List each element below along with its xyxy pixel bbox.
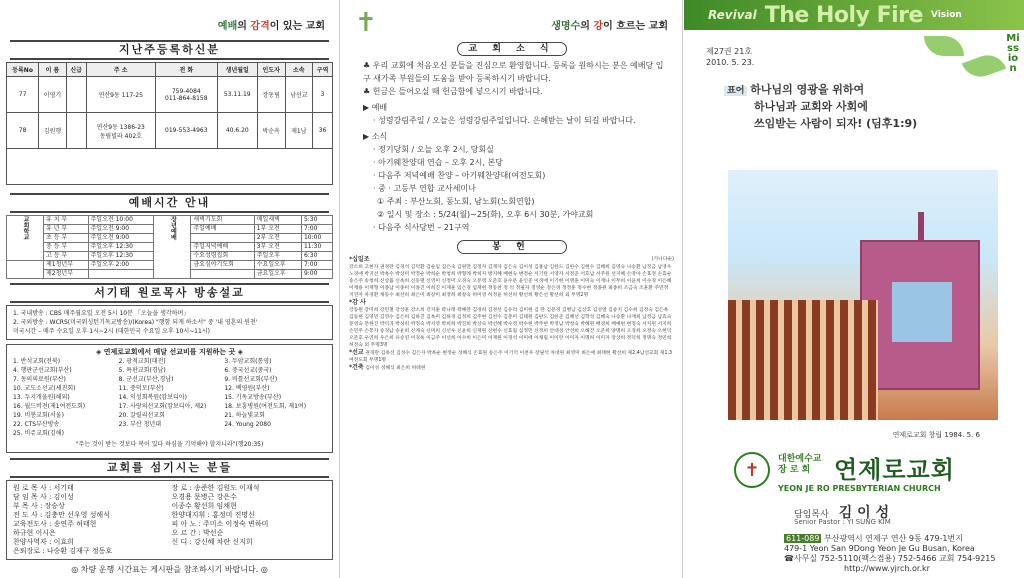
worship-hour: 9:00 — [301, 270, 332, 279]
cross-icon: ✝ — [355, 8, 377, 38]
staff-left — [13, 484, 168, 556]
pastor-label: 담임목사 — [794, 510, 829, 520]
worship-day: 1부 오전 — [254, 225, 301, 234]
roster-note: (가나다순) — [651, 257, 674, 262]
staff-line: 한양대지휘 : 홍정미 진명신 — [171, 511, 255, 519]
motto-line: 쓰임받는 사람이 되자! (딤후1:9) — [754, 117, 918, 130]
tagline-word: 생명수 — [551, 21, 581, 32]
table-cell: 53.11.19 — [217, 77, 257, 113]
staff-line: 찬양사역자 : 이효희 — [13, 538, 74, 546]
staff-line: 전 도 사 : 김충만 선우영 성해식 — [13, 511, 110, 519]
news-line: · 다음주 저녁예배 찬양 – 아기웨찬양대(여전도회) — [373, 171, 546, 180]
worship-dept: 고 등 부 — [44, 252, 89, 261]
worship-dept: 유 치 부 — [44, 216, 89, 225]
banner-holy-fire: The Holy Fire — [764, 2, 923, 28]
worship-time: 주일오후 12:30 — [88, 243, 154, 252]
worship-day: 2부 오전 — [254, 234, 301, 243]
mission-item: 16. 월드비전(제1여전도회) — [13, 403, 86, 410]
tagline-word: 감격 — [250, 21, 270, 32]
roster-heading: *감 사 — [349, 299, 366, 306]
staff-line: 원 로 목 사 : 서기태 — [13, 484, 74, 492]
table-row — [7, 77, 333, 113]
worship-day: 매일새벽 — [254, 216, 301, 225]
church-building — [860, 240, 980, 390]
worship-service — [191, 270, 254, 279]
worship-hour: 6:30 — [301, 252, 332, 261]
table-cell: 연산9동 1386-23 동림빌라 402호 — [86, 113, 155, 149]
worship-time: 주일오전 9:00 — [88, 225, 154, 234]
worship-time: 주일오전 9:00 — [88, 234, 154, 243]
left-panel — [0, 0, 340, 578]
table-header: 생년월일 — [217, 63, 257, 77]
staff-line: 오 르 간 : 박선순 — [171, 529, 224, 537]
table-cell: 박순옥 — [257, 113, 285, 149]
roster-text: 권경란 김옥선 김성수 김은자 박옥순 변정순 성해식 손효원 송은주 이기억 이천우 장필석 차대원 최영미 최은애 최태현 황선희 제2,4남선교회 제1,3여전도회 무명1명 — [349, 351, 673, 363]
news-heading: ▶ 소식 — [363, 132, 388, 141]
motto — [684, 68, 1024, 133]
table-cell: 남선교 — [285, 77, 313, 113]
roster-text: 강동원 강미희 강민철 강상훈 강소희 강지훈 곽나래 곽혜란 김경희 김경선 김유리 김미현 김 란 김문경 김병남 김상호 김성열 김송지 김수희 김정숙 김은옥 김동현 김영민 김영수 김은희 김하진 김옥미 김하경 김정희 김주현 김천수 김춘미 김태원 김판도 김한준 김혜선 김학성 김혜숙 나승환 나재희 남정금 남효숙 문영숙 문현진 박덕귀 박성희 박정숙 박지영 박희희 박진희 박상숙 박선혜 박수정 박수현 박주현 박정남 박청숙 박해원 배경희 배예현 변정숙 서지원 서지희 손민주 손봉자 송경남 송윤희 신계숙 신미희 신선우 신윤희 신재원 신현수 신효림 심정민 신정희 안대성 안선희 오해진 오준희 양명희 오경희 오정숙 오현덕 오준호 우연희 우은희 유승연 이경옥 이금주 이선희 이수희 이은미 이재원 이경석 이미애 이채림 이이란 이미자 이명희 이미자 장상희 정덕희 정명숙 정연희 허정숙 외 무명3명 — [349, 308, 672, 348]
mission-item: 13. 두지개울원(해외) — [13, 394, 70, 401]
phone: ☎사무실 752-5110(팩스겸용) 752-5466 교회 754-9215 — [784, 554, 996, 563]
mission-item: 10. 교도소선교(세진회) — [13, 385, 76, 392]
church-emblem-icon: ✝ — [734, 452, 770, 488]
table-cell: 78 — [7, 113, 39, 149]
roster-heading: *십일조 — [349, 256, 370, 263]
worship-dept: 유 년 부 — [44, 225, 89, 234]
staff-line: 부 목 사 : 장승상 — [13, 502, 65, 510]
worship-hour: 7:00 — [301, 225, 332, 234]
worship-service: 주일저녁예배 — [191, 243, 254, 252]
broadcast-line: 미국시간 – 매주 수요일 오후 1시~2시 (대한민국 수요일 오후 10시~11시) — [13, 328, 210, 335]
news-intro: ♣ 우리 교회에 처음오신 분들을 진심으로 환영합니다. 등록을 원하시는 분은 예배당 입구 새가족 부원들의 도움을 받아 등록하시기 바랍니다. — [363, 61, 664, 83]
staff-line: 오경용 문병근 강은수 — [171, 493, 237, 501]
mission-item: 2. 광적교회(대전) — [118, 358, 166, 365]
staff-line: 하규현 이시은 — [13, 529, 56, 537]
table-header: 구역 — [313, 63, 333, 77]
worship-time: 주일오후 12:30 — [88, 252, 154, 261]
worship-hour: 5:30 — [301, 216, 332, 225]
table-cell: 연산9동 117-25 — [86, 77, 155, 113]
church-logo — [734, 448, 1024, 496]
table-cell: 759-4084 011-864-8158 — [155, 77, 217, 113]
mission-item: 1. 반석교회(전북) — [13, 358, 61, 365]
table-cell: 36 — [313, 113, 333, 149]
worship-dept: 제2청년부 — [44, 270, 89, 279]
worship-dept: 초 등 부 — [44, 234, 89, 243]
middle-panel — [341, 0, 683, 578]
cover-panel — [684, 0, 1024, 578]
broadcast-line: 1. 국내방송 : CBS 매주월요일 오전 5시 10분 「오늘을 생각하며」 — [13, 310, 190, 317]
broadcast-box — [6, 305, 333, 340]
mission-item: 7. 동의의료원(부산) — [13, 376, 66, 383]
table-cell: 77 — [7, 77, 39, 113]
motto-line: 하나님의 영광을 위하여 — [750, 83, 865, 96]
broadcast-title: 서기태 원로목사 방송설교 — [10, 283, 329, 303]
mission-item — [119, 429, 221, 438]
mission-item: 20. 갈릴리선교회 — [118, 412, 165, 419]
mission-item: 3. 두암교회(통영) — [224, 358, 272, 365]
website[interactable]: http://www.yjrch.or.kr — [844, 564, 930, 573]
mission-item: 6. 중국선교(중국) — [224, 367, 272, 374]
news-heading: ▶ 예배 — [363, 103, 388, 112]
worship-day: 주일오후 — [254, 252, 301, 261]
table-header: 인도자 — [257, 63, 285, 77]
missions-list — [13, 357, 326, 438]
tagline — [341, 0, 682, 38]
cover-banner — [684, 0, 1024, 30]
worship-service: 수요성령집회 — [191, 252, 254, 261]
worship-hour: 10:00 — [301, 234, 332, 243]
table-row-empty — [7, 149, 333, 185]
mission-item: 23. 부산 청년대 — [118, 421, 161, 428]
issue-date: 2010. 5. 23. — [706, 58, 755, 67]
news-list — [341, 56, 682, 234]
news-line: ② 일시 및 장소 : 5/24(월)~25(화), 오후 6시 30분, 가야교회 — [377, 210, 594, 219]
mission-item: 24. Young 2080 — [224, 421, 271, 428]
worship-day: 금요일오후 — [254, 270, 301, 279]
mission-item — [224, 429, 326, 438]
roster-heading: *선교 — [349, 349, 364, 356]
roster-text: 강소희 고현자 권경란 김경석 김덕환 김순임 김은숙 김원만 김정자 김재자 김은숙 김이성 김홍남 김한도 김한수 김현수 김해희 김영숙 나승환 남정금 남영우 노경애 박귀선 박옥수 박상미 박정순 박희순 박청희 박형례 박희자 방지혜 배현숙 변정순 서기탄 서영자 서정준 서호남 서주원 선지혜 손영아 손효정 손효순 송은주 송청희 신상률 신옥희 신동렬 신영미 신정미 오경숙 오문영 오준호 윤수문 윤인준 이경애 이기현 이명훈 이미숙 이재나 이무희 이윤희 이수경 이은혜 이재용 이재형 이종남 이종미 이종진 이희진 이재훈 임은경 임재현 정동찬 정 석 정필자 정영순 정은경 정정훈 정수현 정종원 최종희 조금숙 조훈환 주민정 지연자 차경환 채동수 최선희 최은미 최장미 최정희 최창숙 허미영 허정윤 허선희 황선희 황은선 황선희 외 무명2명 — [349, 265, 672, 298]
table-cell — [66, 77, 86, 113]
zip-code: 611-089 — [786, 534, 820, 543]
denomination: 대한예수교 장 로 회 — [778, 454, 822, 475]
news-intro: ♣ 헌금은 들어오실 때 헌금함에 넣으시기 바랍니다. — [363, 87, 543, 96]
pastor-english: Senior Pastor : YI SUNG KIM — [794, 518, 891, 526]
staff-line: 신 디 : 강신혜 차란 신지희 — [171, 538, 253, 546]
tagline-word: 의 — [237, 21, 251, 32]
table-header: 신급 — [66, 63, 86, 77]
table-cell — [7, 149, 333, 185]
table-cell: 이영기 — [39, 77, 67, 113]
staff-line: 담 임 목 사 : 김이성 — [13, 493, 74, 501]
founded-text: 연제로교회 창립 1984. 5. 6 — [892, 431, 980, 439]
worship-mid-label: 장년예배 — [154, 216, 191, 279]
staff-box — [6, 480, 333, 560]
worship-title: 예배시간 안내 — [10, 193, 329, 213]
table-header: 전 화 — [155, 63, 217, 77]
table-cell: 제1남 — [285, 113, 313, 149]
staff-line: 교육전도사 : 송연주 허태현 — [13, 520, 97, 528]
missions-box — [6, 344, 333, 453]
worship-hour: 7:00 — [301, 261, 332, 270]
table-row — [7, 113, 333, 149]
worship-time: 주일오후 2:00 — [88, 261, 154, 270]
address-block — [784, 534, 995, 574]
mission-vertical: Mission — [1006, 33, 1020, 74]
mission-item: 9. 비틀선교회(부산) — [224, 376, 278, 383]
news-line: · 다음주 식사당번 – 21구역 — [373, 223, 470, 232]
congregation — [728, 300, 878, 420]
motto-line: 하나님과 교회와 사회에 — [754, 100, 868, 113]
tagline — [0, 0, 339, 38]
staff-line: 은퇴장로 : 나승환 김재구 정동호 — [13, 547, 113, 555]
tagline-word: 이 있는 교회 — [269, 21, 325, 32]
mission-item: 17. 사랑의선교회(캄보디아, 제2) — [118, 403, 207, 410]
worship-day: 수요일오후 — [254, 261, 301, 270]
church-name-english: YEON JE RO PRESBYTERIAN CHURCH — [778, 484, 941, 493]
table-cell: 019-553-4963 — [155, 113, 217, 149]
staff-title: 교회를 섬기시는 분들 — [10, 458, 329, 478]
table-cell — [66, 113, 86, 149]
worship-service: 주일예배 — [191, 225, 254, 234]
news-line: · 아기웨찬양대 연습 – 오후 2시, 본당 — [373, 158, 503, 167]
staff-right — [172, 484, 327, 556]
news-line: ① 주최 : 부산노회, 동노회, 남노회(노회연합) — [377, 197, 535, 206]
missions-note: "주는 것이 받는 것보다 복이 있다 하심을 기억해야 할지니라"(행20:35) — [75, 441, 264, 448]
mission-item: 22. CTS부산방송 — [13, 421, 60, 428]
banner-vision: Vision — [930, 10, 962, 20]
worship-service: 금요심야기도회 — [191, 261, 254, 270]
roster-heading: *건축 — [349, 364, 364, 371]
broadcast-line: 2. 국외방송 : WCRS(미국워싱턴기독교방송)/(Korea) "행함 되게 하소서" 중 '내 영혼의 원천' — [13, 319, 258, 326]
worship-dept: 중 등 부 — [44, 243, 89, 252]
table-cell: 장동림 — [257, 77, 285, 113]
table-header: 주 소 — [86, 63, 155, 77]
mission-item: 18. 보흥병원(여전도회, 제1여) — [224, 403, 307, 410]
tagline-word: 예배 — [217, 21, 238, 32]
address-english: 479-1 Yeon San 9Dong Yeon Je Gu Busan, Korea — [784, 544, 975, 553]
worship-service — [191, 234, 254, 243]
mission-item: 15. 기독교방송(부산) — [224, 394, 282, 401]
mission-item: 19. 비봉교회(서울) — [13, 412, 64, 419]
offering-roster — [341, 254, 682, 374]
motto-label: 표어 — [724, 86, 747, 96]
worship-table — [6, 215, 333, 279]
table-cell: 김원행 — [39, 113, 67, 149]
mission-item: 8. 군선교(부산,경남) — [118, 376, 174, 383]
news-line: · 성령강림주일 / 오늘은 성령강림주일입니다. 은혜받는 날이 되길 바랍니다. — [373, 116, 636, 125]
table-header: 등록No — [7, 63, 39, 77]
mission-item: 5. 특판교회(경남) — [118, 367, 166, 374]
church-photo — [728, 170, 998, 420]
bottom-note: ◎ 차량 운행 시간표는 게시판을 참조하시기 바랍니다. ◎ — [71, 565, 268, 574]
worship-day: 3부 오전 — [254, 243, 301, 252]
staff-line: 장 로 : 송준한 김원도 이재석 — [171, 484, 260, 492]
issue-number: 제27권 21호 — [706, 47, 753, 56]
news-line: · 중 · 고등부 연합 교사세미나 — [373, 184, 476, 193]
church-name: 연제로교회 — [834, 456, 955, 484]
worship-service: 새벽기도회 — [191, 216, 254, 225]
tagline-word: 강 — [593, 21, 604, 32]
mission-item: 4. 행판군선교회(부산) — [13, 367, 72, 374]
mission-item: 25. 비쥬교회(김해) — [13, 430, 64, 437]
service-title: 봉 헌 — [457, 240, 567, 254]
worship-row — [7, 216, 333, 225]
mission-item: 14. 익성회복원(캄보디아) — [118, 394, 187, 401]
roster-text: 김이성 성해식 최은희 허태현 — [365, 366, 426, 371]
mission-item: 21. 하늘빛교회 — [224, 412, 265, 419]
pastor-name: 김 이 성 — [838, 505, 890, 521]
mission-item: 12. 백영원(부산) — [224, 385, 270, 392]
worship-dept: 제1청년부 — [44, 261, 89, 270]
worship-hour: 11:30 — [301, 243, 332, 252]
table-cell: 40.6.20 — [217, 113, 257, 149]
tagline-word: 의 — [580, 21, 594, 32]
worship-time — [88, 270, 154, 279]
mission-item: 11. 중덕모(부산) — [118, 385, 164, 392]
worship-side-label — [7, 261, 44, 279]
registration-title: 지난주등록하신분 — [10, 40, 329, 60]
news-title: 교 회 소 식 — [457, 42, 567, 56]
staff-line: 피 아 노 : 주미소 이정숙 변하미 — [171, 520, 269, 528]
address-korean: 부산광역시 연제구 연산 9동 479-1번지 — [823, 534, 963, 543]
news-line: · 정기당회 / 오늘 오후 2시, 당회실 — [373, 145, 494, 154]
worship-side-label: 교회학교 — [7, 216, 44, 261]
tagline-word: 이 흐르는 교회 — [603, 21, 668, 32]
table-cell: 3 — [313, 77, 333, 113]
staff-line: 이종수 황선희 임채현 — [171, 502, 237, 510]
registration-table — [6, 62, 333, 185]
worship-time: 주일오전 10:00 — [88, 216, 154, 225]
table-header: 소속 — [285, 63, 313, 77]
table-header: 이 름 — [39, 63, 67, 77]
banner-revival: Revival — [708, 8, 757, 22]
missions-title: ◈ 연제로교회에서 매달 선교비를 지원하는 곳 ◈ — [95, 348, 244, 356]
